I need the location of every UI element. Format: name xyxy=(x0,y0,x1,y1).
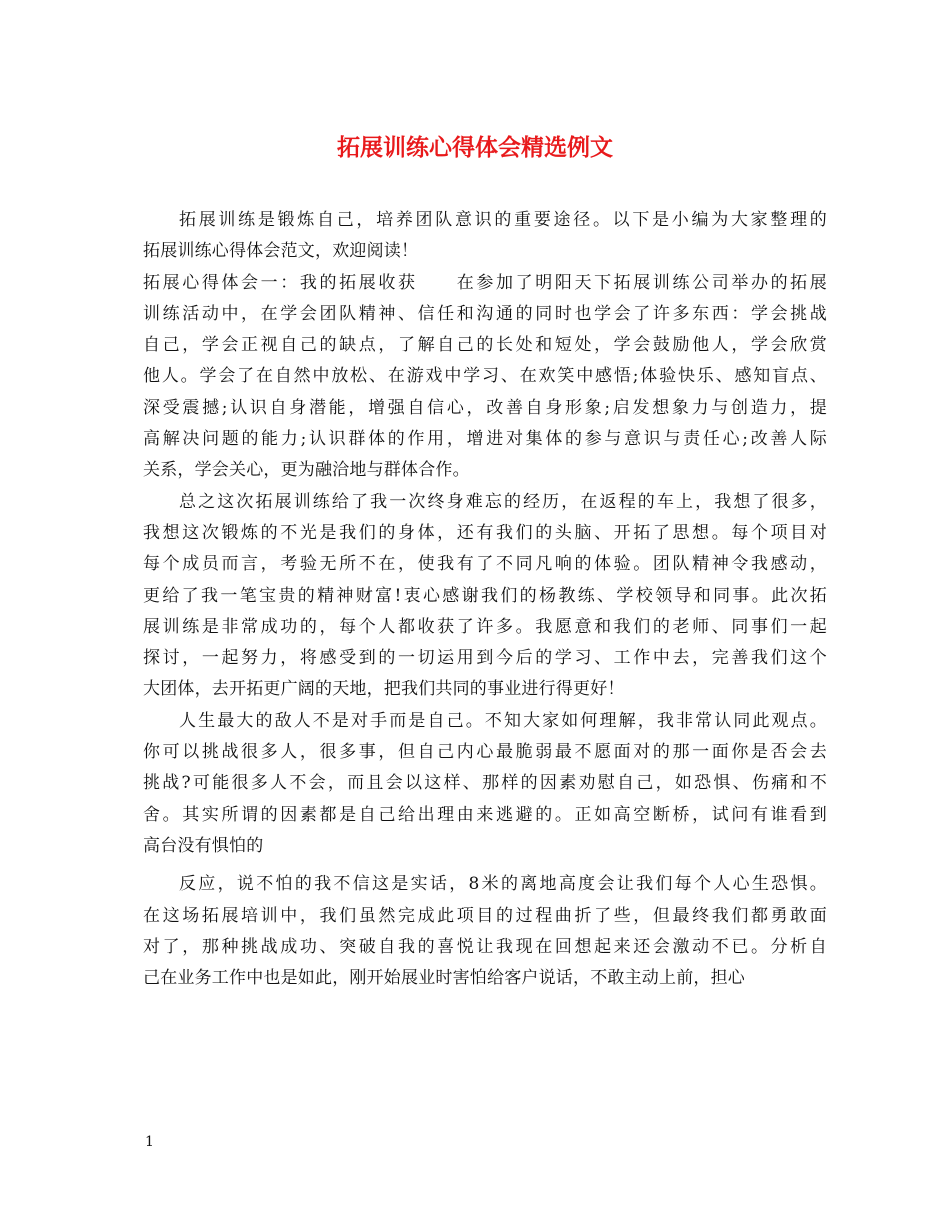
text-line: 大团体，去开拓更广阔的天地，把我们共同的事业进行得更好！ xyxy=(143,679,625,700)
text-line: 深受震撼;认识自身潜能，增强自信心，改善自身形象;启发想象力与创造力，提 xyxy=(143,397,827,418)
paragraph-gap xyxy=(143,862,827,869)
text-line: 对了，那种挑战成功、突破自我的喜悦让我现在回想起来还会激动不已。分析自 xyxy=(143,936,827,957)
text-line: 更给了我一笔宝贵的精神财富!衷心感谢我们的杨教练、学校领导和同事。此次拓 xyxy=(143,585,827,606)
text-line: 探讨，一起努力，将感受到的一切运用到今后的学习、工作中去，完善我们这个 xyxy=(143,648,827,669)
text-line: 你可以挑战很多人，很多事，但自己内心最脆弱最不愿面对的那一面你是否会去 xyxy=(143,742,827,763)
text-line: 拓展训练是锻炼自己，培养团队意识的重要途径。以下是小编为大家整理的 xyxy=(179,210,827,230)
text-line: 拓展心得体会一：我的拓展收获 在参加了明阳天下拓展训练公司举办的拓展 xyxy=(143,272,827,293)
paragraph xyxy=(143,268,827,487)
text-line: 己在业务工作中也是如此，刚开始展业时害怕给客户说话，不敢主动上前，担心 xyxy=(143,968,745,989)
text-line: 训练活动中，在学会团队精神、信任和沟通的同时也学会了许多东西：学会挑战 xyxy=(143,303,827,324)
text-line: 高台没有惧怕的 xyxy=(143,835,264,856)
text-line: 舍。其实所谓的因素都是自己给出理由来逃避的。正如高空断桥，试问有谁看到 xyxy=(143,804,827,825)
paragraph xyxy=(143,205,827,268)
text-line: 挑战?可能很多人不会，而且会以这样、那样的因素劝慰自己，如恐惧、伤痛和不 xyxy=(143,773,827,794)
text-line: 反应，说不怕的我不信这是实话，8米的离地高度会让我们每个人心生恐惧。 xyxy=(179,874,827,895)
text-line: 拓展训练心得体会范文，欢迎阅读！ xyxy=(143,241,419,262)
text-line: 高解决问题的能力;认识群体的作用，增进对集体的参与意识与责任心;改善人际 xyxy=(143,429,827,450)
document-body xyxy=(143,205,827,994)
text-line: 人生最大的敌人不是对手而是自己。不知大家如何理解，我非常认同此观点。 xyxy=(179,710,827,731)
paragraph xyxy=(143,869,827,994)
paragraph xyxy=(143,706,827,862)
text-line: 他人。学会了在自然中放松、在游戏中学习、在欢笑中感悟;体验快乐、感知盲点、 xyxy=(143,366,827,387)
page-number: 1 xyxy=(145,1134,154,1150)
paragraph xyxy=(143,487,827,706)
text-line: 总之这次拓展训练给了我一次终身难忘的经历，在返程的车上，我想了很多， xyxy=(179,491,827,512)
text-line: 展训练是非常成功的，每个人都收获了许多。我愿意和我们的老师、同事们一起 xyxy=(143,616,827,637)
text-line: 在这场拓展培训中，我们虽然完成此项目的过程曲折了些，但最终我们都勇敢面 xyxy=(143,905,827,926)
text-line: 关系，学会关心，更为融洽地与群体合作。 xyxy=(143,460,470,481)
text-line: 我想这次锻炼的不光是我们的身体，还有我们的头脑、开拓了思想。每个项目对 xyxy=(143,522,827,543)
text-line: 每个成员而言，考验无所不在，使我有了不同凡响的体验。团队精神令我感动， xyxy=(143,554,827,575)
document-title: 拓展训练心得体会精选例文 xyxy=(337,134,613,161)
text-line: 自己，学会正视自己的缺点，了解自己的长处和短处，学会鼓励他人，学会欣赏 xyxy=(143,335,827,356)
